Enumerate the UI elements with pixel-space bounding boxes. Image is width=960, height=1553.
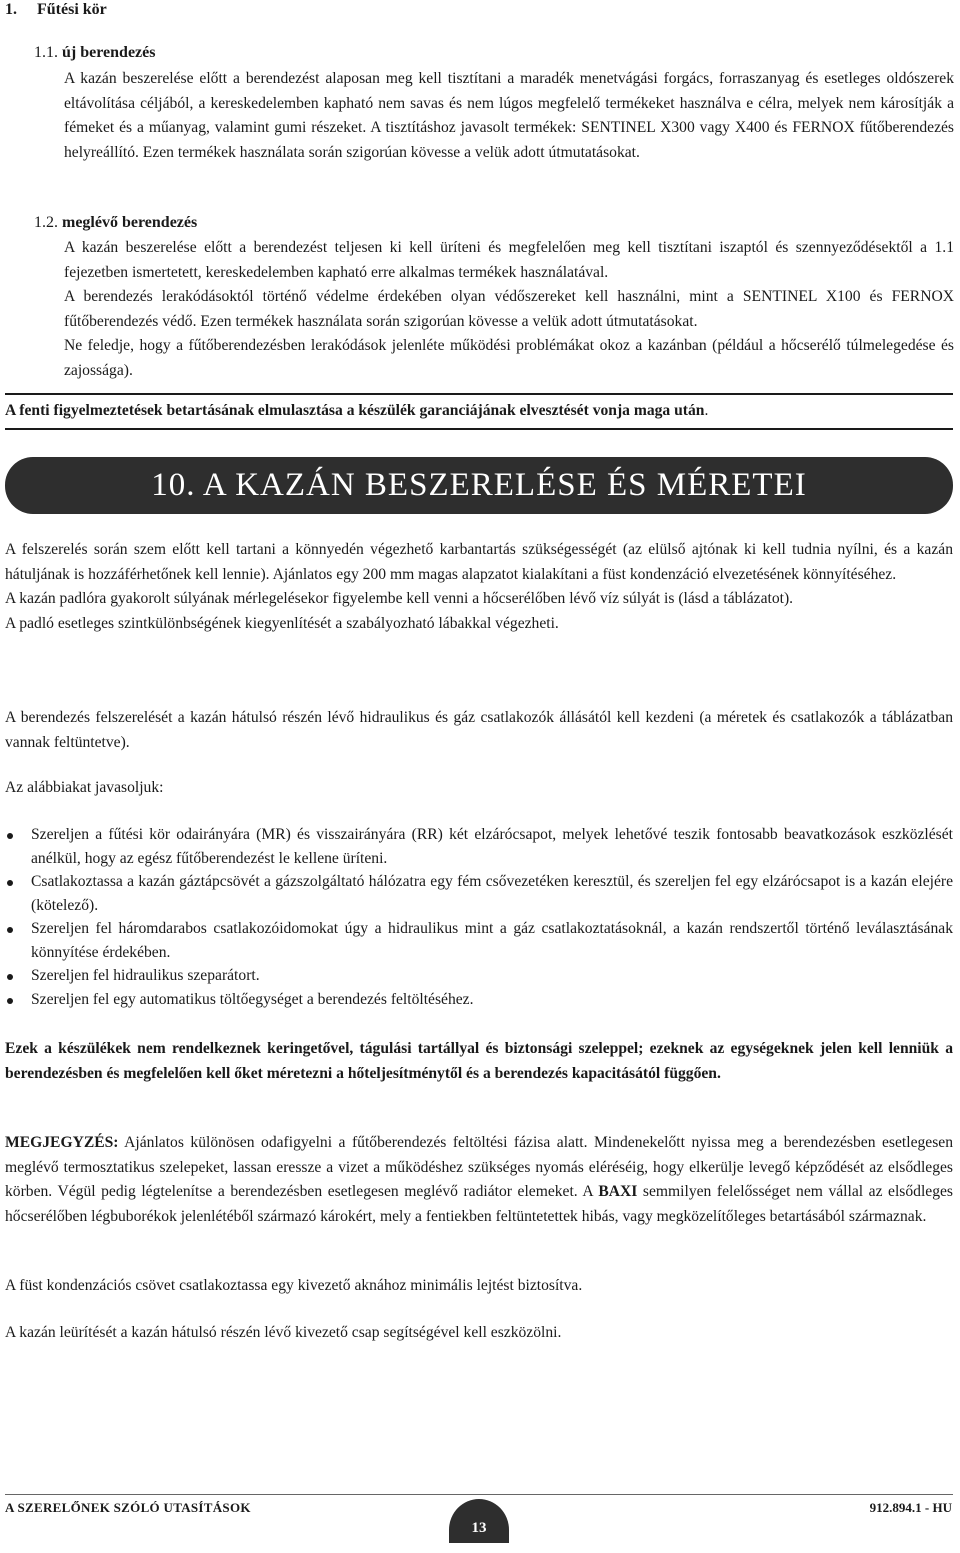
divider-bottom xyxy=(5,428,953,430)
list-item: Szereljen fel egy automatikus töltőegységet a berendezés feltöltéséhez. xyxy=(5,988,953,1012)
subsection-title: meglévő berendezés xyxy=(62,214,198,231)
paragraph: A kazán padlóra gyakorolt súlyának mérlegelésekor figyelembe kell venni a hőcserélőben lévő víz súlyát is (lásd a táblázatot). xyxy=(5,590,794,607)
paragraph: A kazán beszerelése előtt a berendezést teljesen ki kell üríteni és megfelelően meg kell tisztítani iszaptól és szennyeződésektől a 1.1 fejezetben ismertetett, kereskedelemben kapható erre alkalmas termékek használatával. xyxy=(64,239,954,281)
document-code: 912.894.1 - HU xyxy=(869,1500,952,1515)
brand-name: BAXI xyxy=(598,1183,638,1200)
recommendation-list xyxy=(5,823,953,1011)
paragraph: Az alábbiakat javasoljuk: xyxy=(5,779,164,796)
chapter-title-bar xyxy=(5,457,953,514)
installation-intro xyxy=(5,538,953,636)
page-number: 13 xyxy=(471,1520,487,1536)
subsection-number: 1.2. xyxy=(34,214,58,231)
bullet-icon xyxy=(7,927,13,933)
bullet-icon xyxy=(7,833,13,839)
subsection-title: új berendezés xyxy=(62,44,156,61)
bullet-icon xyxy=(7,880,13,886)
section-title: Fűtési kör xyxy=(37,1,107,18)
paragraph: A padló esetleges szintkülönbségének kiegyenlítését a szabályozható lábakkal végezheti. xyxy=(5,614,559,632)
subsection-1-2-body xyxy=(64,236,954,383)
section-number: 1. xyxy=(5,1,17,18)
bullet-icon xyxy=(7,998,13,1004)
paragraph: A felszerelés során szem előtt kell tartani a könnyedén végezhető karbantartás szükségességét (az elülső ajtónak ki kell tudnia nyílni, és a kazán hátuljának is hozzáférhetőnek kell lennie). Ajánlatos egy 200 mm magas alapzatot kialakítani a füst kondenzáció elvezetésének könnyítéséhez. xyxy=(5,541,953,583)
subsection-heading-1-2 xyxy=(34,212,197,234)
bold-notice xyxy=(5,1037,953,1086)
subsection-1-1-body xyxy=(64,67,954,165)
divider-top xyxy=(5,393,953,395)
list-item: Szereljen fel hidraulikus szeparátort. xyxy=(5,964,953,988)
footer-rule xyxy=(5,1494,953,1495)
page-number-badge xyxy=(449,1499,509,1543)
footer-section-label: A SZERELŐNEK SZÓLÓ UTASÍTÁSOK xyxy=(5,1500,251,1515)
drain-paragraph xyxy=(5,1321,953,1346)
paragraph: A füst kondenzációs csövet csatlakoztassa egy kivezető aknához minimális lejtést biztosítva. xyxy=(5,1277,583,1294)
note-label: MEGJEGYZÉS: xyxy=(5,1134,119,1151)
paragraph: A kazán beszerelése előtt a berendezést alaposan meg kell tisztítani a maradék menetvágási forgács, forraszanyag és esetleges oldószerek eltávolítása céljából, a kereskedelemben kapható nem savas és nem lúgos megfelelő termékeket használva e célra, melyek nem károsítják a fémeket és a műanyag, valamint gumi részeket. A tisztításhoz javasolt termékek: SENTINEL X300 vagy X400 és FERNOX fűtőberendezés helyreállító. Ezen termékek használata során szigorúan kövesse a velük adott útmutatásokat. xyxy=(64,70,954,161)
chapter-title: 10. A KAZÁN BESZERELÉSE ÉS MÉRETEI xyxy=(151,467,807,503)
section-heading xyxy=(5,0,107,20)
flue-paragraph xyxy=(5,1274,953,1299)
note-paragraph xyxy=(5,1131,953,1229)
paragraph: Ne feledje, hogy a fűtőberendezésben lerakódások jelenléte működési problémákat okoz a kazánban (például a hőcserélő túlmelegedése és zajossága). xyxy=(64,337,954,379)
paragraph: A berendezés felszerelését a kazán hátulsó részén lévő hidraulikus és gáz csatlakozók állásától kell kezdeni (a méretek és csatlakozók a táblázatban vannak feltüntetve). xyxy=(5,709,953,751)
bullet-icon xyxy=(7,974,13,980)
subsection-heading-1-1 xyxy=(34,42,155,64)
paragraph: A berendezés lerakódásoktól történő védelme érdekében olyan védőszereket kell használni, mint a SENTINEL X100 és FERNOX fűtőberendezés védő. Ezen termékek használata során szigorúan kövesse a velük adott útmutatásokat. xyxy=(64,288,954,330)
paragraph: A kazán leürítését a kazán hátulsó részén lévő kivezető csap segítségével kell eszközölni. xyxy=(5,1324,562,1341)
paragraph: MEGJEGYZÉS: Ajánlatos különösen odafigyelni a fűtőberendezés feltöltési fázisa alatt. Mindenekelőtt nyissa meg a berendezésben esetlegesen meglévő termosztatikus szelepeket, lassan eressze a vizet a működéshez szükséges nyomás eléréséig, hogy elkerülje levegő képződését az elsődleges körben. Végül pedig légtelenítse a berendezésben esetlegesen meglévő radiátor elemeket. A BAXI semmilyen felelősséget nem vállal az elsődleges hőcserélőben légbuborékok jelenlétéből származó károkért, mely a fentiekben feltüntetettek hibás, vagy megközelítőleges betartásából származnak. xyxy=(5,1134,953,1225)
warranty-warning: A fenti figyelmeztetések betartásának elmulasztása a készülék garanciájának elvesztését vonja maga után. xyxy=(5,402,709,419)
list-item: Csatlakoztassa a kazán gáztápcsövét a gázszolgáltató hálózatra egy fém csővezetéken keresztül, és szereljen fel egy elzárócsapot is a kazán elejére (kötelező). xyxy=(5,870,953,917)
connection-paragraph xyxy=(5,706,953,755)
list-item: Szereljen a fűtési kör odairányára (MR) és visszairányára (RR) két elzárócsapot, melyek lehetővé teszik fontosabb beavatkozások eszközlését anélkül, hogy az egész fűtőberendezést le kellene üríteni. xyxy=(5,823,953,870)
recommendations-intro xyxy=(5,776,953,801)
subsection-number: 1.1. xyxy=(34,44,58,61)
list-item: Szereljen fel háromdarabos csatlakozóidomokat úgy a hidraulikus mint a gáz csatlakoztatásoknál, a kazán rendszertől történő leválasztásának könnyítése érdekében. xyxy=(5,917,953,964)
paragraph: Ezek a készülékek nem rendelkeznek keringetővel, tágulási tartállyal és biztonsági szeleppel; ezeknek az egységeknek jelen kell lenniük a berendezésben és megfelelően kell őket méretezni a hőteljesítménytől és a berendezés kapacitásától függően. xyxy=(5,1040,953,1082)
